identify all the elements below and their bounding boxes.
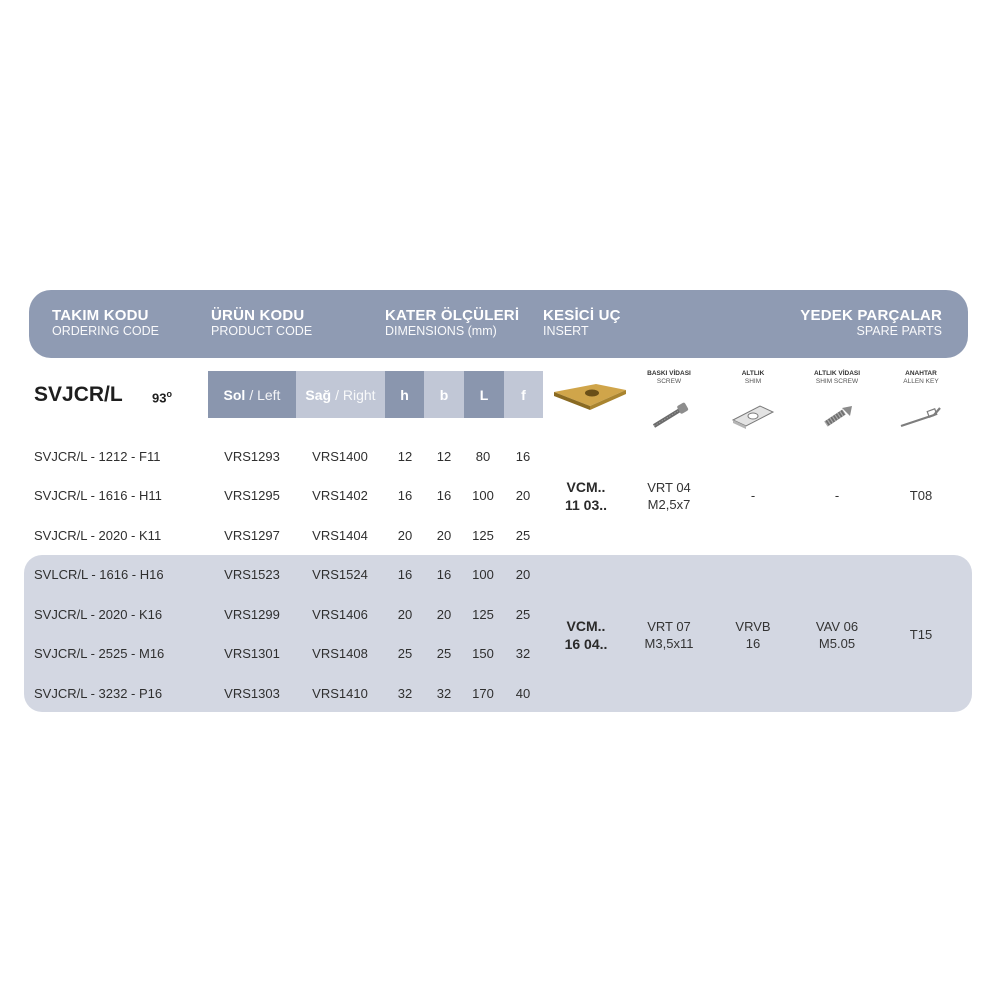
group2-shim-screw-line2: M5.05 (818, 636, 856, 651)
dim-f: 20 (515, 488, 531, 503)
header-banner (29, 290, 968, 358)
header-product-code-sub: PRODUCT CODE (211, 324, 313, 338)
ordering-code: SVJCR/L - 2020 - K11 (34, 528, 162, 543)
spare-screw-header (624, 370, 714, 386)
group1-key: T08 (909, 488, 933, 503)
group2-key: T15 (909, 627, 933, 642)
group1-insert (546, 478, 626, 514)
approach-angle (152, 389, 172, 405)
group1-shim: - (750, 488, 756, 503)
spare-key-en: ALLEN KEY (903, 378, 939, 385)
ordering-code: SVJCR/L - 3232 - P16 (34, 686, 163, 701)
dim-b: 32 (436, 686, 452, 701)
product-code-right: VRS1402 (312, 488, 368, 503)
header-dimensions-title: KATER ÖLÇÜLERİ (385, 307, 520, 324)
dim-b: 25 (436, 646, 452, 661)
table-row (0, 449, 1000, 469)
group1-screw-line1: VRT 04 (647, 480, 691, 495)
spare-shim-en: SHIM (744, 378, 762, 385)
product-code-right: VRS1408 (312, 646, 368, 661)
spare-screw-en: SCREW (656, 378, 682, 385)
col-header-b-label: b (439, 386, 449, 403)
dim-h: 20 (397, 607, 413, 622)
header-insert (543, 308, 621, 339)
group1-screw-line2: M2,5x7 (647, 497, 691, 512)
dim-h: 25 (397, 646, 413, 661)
group2-shim-line2: 16 (745, 636, 761, 651)
group2-screw (624, 618, 714, 652)
header-spare-parts-sub: SPARE PARTS (856, 324, 942, 338)
table-row (0, 528, 1000, 548)
dim-f: 16 (515, 449, 531, 464)
approach-angle-value: 93 (152, 390, 167, 406)
table-row (0, 567, 1000, 587)
product-code-left: VRS1295 (224, 488, 280, 503)
ordering-code: SVJCR/L - 2525 - M16 (34, 646, 165, 661)
dim-b: 20 (436, 607, 452, 622)
header-dimensions-sub: DIMENSIONS (mm) (385, 324, 497, 338)
dim-b: 20 (436, 528, 452, 543)
header-ordering-code-title: TAKIM KODU (52, 307, 149, 324)
group2-insert-line2: 16 04.. (564, 636, 608, 652)
dim-h: 16 (397, 488, 413, 503)
group1-shim-screw: - (834, 488, 840, 503)
product-code-right: VRS1524 (312, 567, 368, 582)
product-code-left: VRS1297 (224, 528, 280, 543)
group1-insert-line1: VCM.. (566, 479, 606, 495)
col-header-f (504, 371, 543, 418)
screw-icon (648, 402, 690, 430)
spare-key-tr: ANAHTAR (905, 370, 937, 377)
dim-f: 20 (515, 567, 531, 582)
dim-h: 32 (397, 686, 413, 701)
table-row (0, 686, 1000, 706)
header-product-code (211, 308, 312, 339)
dim-f: 32 (515, 646, 531, 661)
group1-insert-line2: 11 03.. (564, 497, 608, 513)
product-code-right: VRS1404 (312, 528, 368, 543)
spare-screw-tr: BASKI VİDASI (647, 370, 691, 377)
header-product-code-title: ÜRÜN KODU (211, 307, 305, 324)
col-header-left (208, 371, 296, 418)
group2-screw-line1: VRT 07 (647, 619, 691, 634)
col-header-right (296, 371, 385, 418)
spare-key-header (876, 370, 966, 386)
dim-L: 100 (472, 567, 494, 582)
dim-L: 150 (472, 646, 494, 661)
ordering-code: SVLCR/L - 1616 - H16 (34, 567, 164, 582)
product-code-left: VRS1301 (224, 646, 280, 661)
spare-shim-screw-en: SHIM SCREW (815, 378, 859, 385)
header-ordering-code (52, 308, 159, 339)
col-header-h (385, 371, 424, 418)
ordering-code: SVJCR/L - 2020 - K16 (34, 607, 163, 622)
dim-f: 25 (515, 528, 531, 543)
product-code-right: VRS1406 (312, 607, 368, 622)
header-spare-parts-title: YEDEK PARÇALAR (800, 307, 942, 324)
header-ordering-code-sub: ORDERING CODE (52, 324, 159, 338)
group2-insert-line1: VCM.. (566, 618, 606, 634)
shim-screw-icon (818, 402, 858, 430)
col-header-h-label: h (400, 386, 409, 403)
dim-f: 25 (515, 607, 531, 622)
dim-b: 16 (436, 567, 452, 582)
shim-icon (730, 402, 776, 430)
spare-shim-header (708, 370, 798, 386)
group2-shim (708, 618, 798, 652)
col-header-left-bold: Sol (223, 386, 246, 403)
product-title: SVJCR/L (34, 383, 123, 406)
group2-shim-screw-line1: VAV 06 (815, 619, 859, 634)
approach-angle-unit: o (166, 389, 172, 399)
spare-shim-screw-header (792, 370, 882, 386)
dim-L: 80 (475, 449, 491, 464)
group2-insert (546, 617, 626, 653)
col-header-L-label: L (479, 386, 489, 403)
dim-L: 125 (472, 528, 494, 543)
group1-screw (624, 479, 714, 513)
dim-L: 170 (472, 686, 494, 701)
spare-shim-tr: ALTLIK (741, 370, 765, 377)
header-dimensions (385, 308, 519, 339)
product-code-right: VRS1410 (312, 686, 368, 701)
header-spare-parts (800, 308, 942, 339)
col-header-right-light: / Right (335, 386, 376, 403)
dim-b: 16 (436, 488, 452, 503)
ordering-code: SVJCR/L - 1616 - H11 (34, 488, 162, 503)
ordering-code: SVJCR/L - 1212 - F11 (34, 449, 161, 464)
header-insert-title: KESİCİ UÇ (543, 307, 621, 324)
dim-h: 12 (397, 449, 413, 464)
group2-screw-line2: M3,5x11 (644, 636, 694, 651)
col-header-left-light: / Left (249, 386, 281, 403)
col-header-b (424, 371, 464, 418)
group2-shim-line1: VRVB (735, 619, 771, 634)
col-header-right-bold: Sağ (305, 386, 332, 403)
dim-b: 12 (436, 449, 452, 464)
product-code-left: VRS1303 (224, 686, 280, 701)
allen-key-icon (898, 404, 946, 430)
product-code-right: VRS1400 (312, 449, 368, 464)
col-header-f-label: f (521, 386, 526, 403)
header-insert-sub: INSERT (543, 324, 589, 338)
dim-h: 20 (397, 528, 413, 543)
dim-h: 16 (397, 567, 413, 582)
dim-L: 125 (472, 607, 494, 622)
dim-L: 100 (472, 488, 494, 503)
product-code-left: VRS1293 (224, 449, 280, 464)
spare-shim-screw-tr: ALTLIK VİDASI (813, 370, 861, 377)
product-code-left: VRS1523 (224, 567, 280, 582)
group2-shim-screw (792, 618, 882, 652)
product-code-left: VRS1299 (224, 607, 280, 622)
col-header-L (464, 371, 504, 418)
dim-f: 40 (515, 686, 531, 701)
insert-icon (552, 376, 628, 416)
